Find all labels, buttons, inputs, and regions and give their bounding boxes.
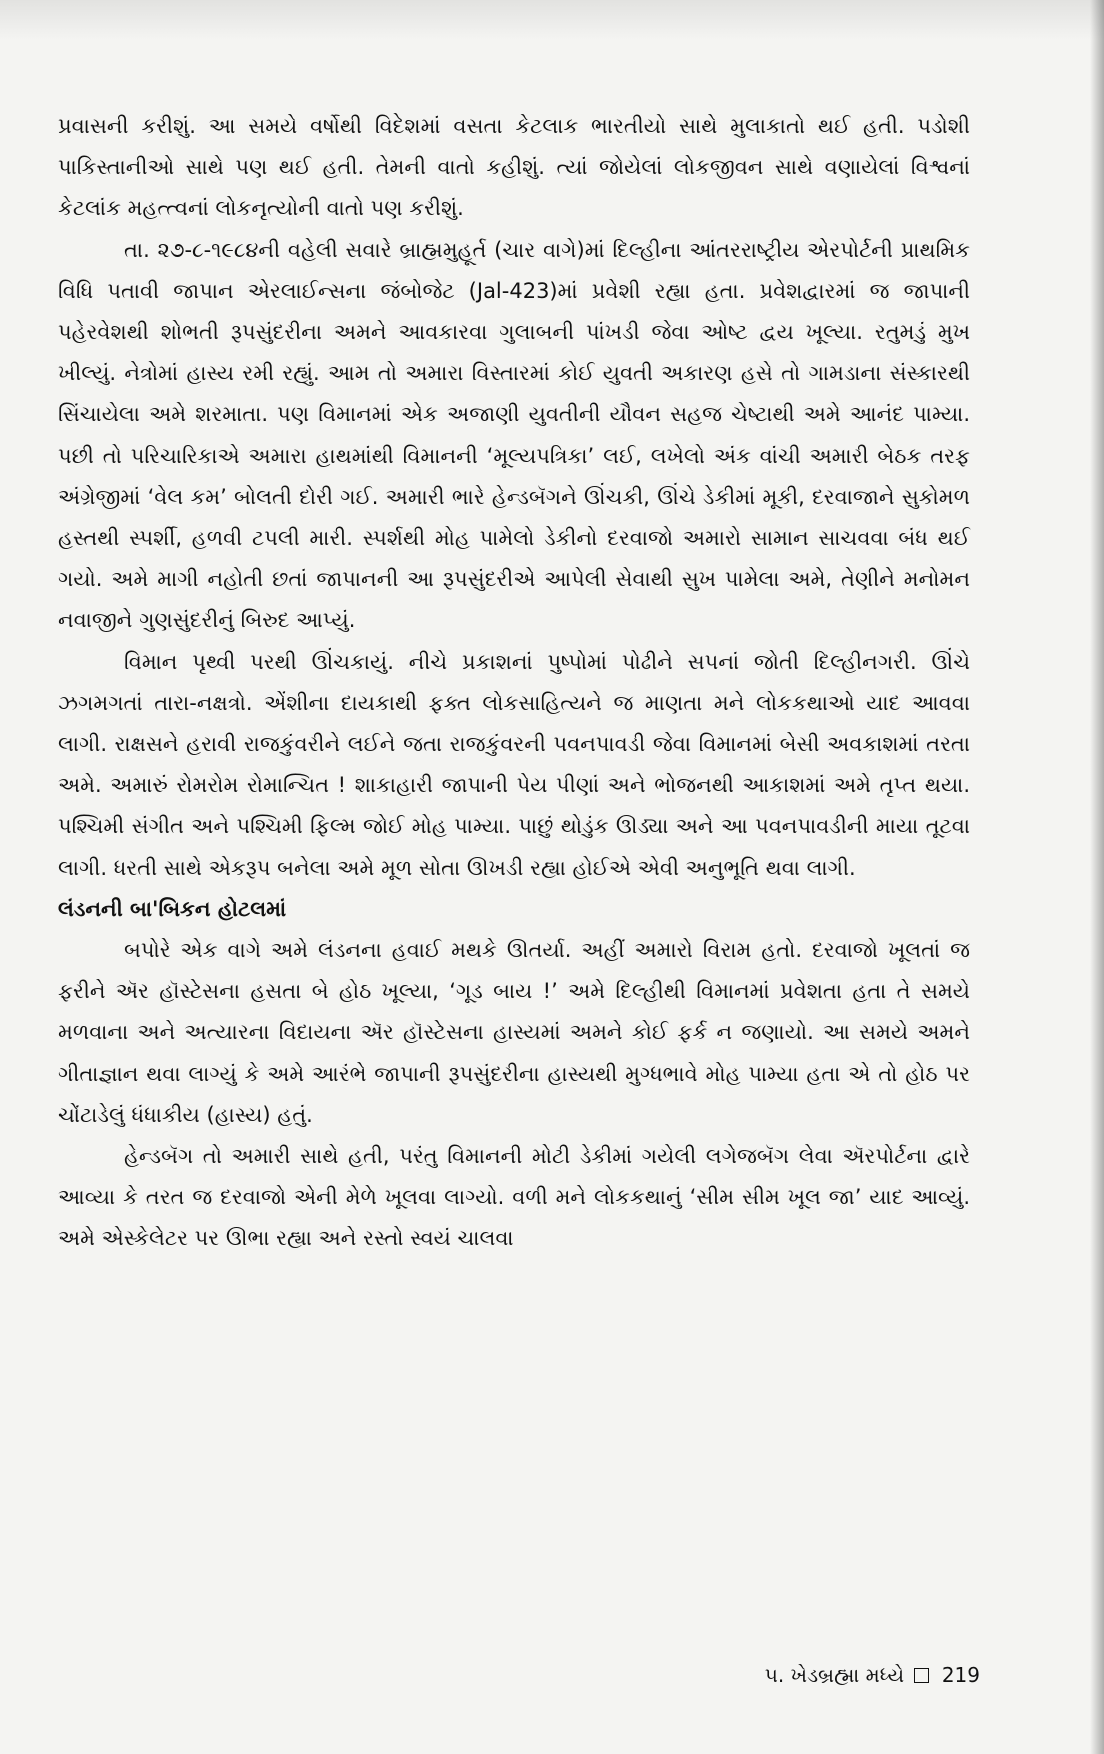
paragraph-1: પ્રવાસની કરીશું. આ સમયે વર્ષોથી વિદેશમાં વસતા કેટલાક ભારતીયો સાથે મુલાકાતો થઈ હતી. પડોશી પાકિસ્તાનીઓ સાથે પણ થઈ હતી. તેમની વાતો કહીશું. ત્યાં જોયેલાં લોકજીવન સાથે વણાયેલાં વિશ્વનાં કેટલાંક મહત્ત્વનાં લોકનૃત્યોની વાતો પણ કરીશું. — [58, 114, 970, 221]
body-text — [58, 106, 970, 1260]
paragraph-3: વિમાન પૃથ્વી પરથી ઊંચકાયું. નીચે પ્રકાશનાં પુષ્પોમાં પોઢીને સપનાં જોતી દિલ્હીનગરી. ઊંચે ઝગમગતાં તારા-નક્ષત્રો. એંશીના દાયકાથી ફક્ત લોકસાહિત્યને જ માણતા મને લોકકથાઓ યાદ આવવા લાગી. રાક્ષસને હરાવી રાજકુંવરીને લઈને જતા રાજકુંવરની પવનપાવડી જેવા વિમાનમાં બેસી અવકાશમાં તરતા અમે. અમારું રોમરોમ રોમાન્ચિત ! શાકાહારી જાપાની પેય પીણાં અને ભોજનથી આકાશમાં અમે તૃપ્ત થયા. પશ્ચિમી સંગીત અને પશ્ચિમી ફિલ્મ જોઈ મોહ પામ્યા. પાછું થોડુંક ઊડ્યા અને આ પવનપાવડીની માયા તૂટવા લાગી. ધરતી સાથે એકરૂપ બનેલા અમે મૂળ સોતા ઊખડી રહ્યા હોઈએ એવી અનુભૂતિ થવા લાગી. — [58, 649, 970, 880]
page-number: 219 — [941, 1663, 980, 1687]
paragraph-4: બપોરે એક વાગે અમે લંડનના હવાઈ મથકે ઊતર્યા. અહીં અમારો વિરામ હતો. દરવાજો ખૂલતાં જ ફરીને ઍર હૉસ્ટેસના હસતા બે હોઠ ખૂલ્યા, ‘ગૂડ બાય !’ અમે દિલ્હીથી વિમાનમાં પ્રવેશતા હતા તે સમયે મળવાના અને અત્યારના વિદાયના ઍર હૉસ્ટેસના હાસ્યમાં અમને કોઈ ફર્ક ન જણાયો. આ સમયે અમને ગીતાજ્ઞાન થવા લાગ્યું કે અમે આરંભે જાપાની રૂપસુંદરીના હાસ્યથી મુગ્ધભાવે મોહ પામ્યા હતા એ તો હોઠ પર ચોંટાડેલું ધંધાકીય (હાસ્ય) હતું. — [58, 938, 970, 1127]
square-icon — [914, 1668, 929, 1683]
paragraph-2: તા. ૨૭-૮-૧૯૮૪ની વહેલી સવારે બ્રાહ્મમુહૂર્ત (ચાર વાગે)માં દિલ્હીના આંતરરાષ્ટ્રીય એરપોર્ટની પ્રાથમિક વિધિ પતાવી જાપાન એરલાઈન્સના જંબોજેટ (Jal-423)માં પ્રવેશી રહ્યા હતા. પ્રવેશદ્વારમાં જ જાપાની પહેરવેશથી શોભતી રૂપસુંદરીના અમને આવકારવા ગુલાબની પાંખડી જેવા ઓષ્ટ દ્વય ખૂલ્યા. રતુમડું મુખ ખીલ્યું. નેત્રોમાં હાસ્ય રમી રહ્યું. આમ તો અમારા વિસ્તારમાં કોઈ યુવતી અકારણ હસે તો ગામડાના સંસ્કારથી સિંચાયેલા અમે શરમાતા. પણ વિમાનમાં એક અજાણી યુવતીની યૌવન સહજ ચેષ્ટાથી અમે આનંદ પામ્યા. પછી તો પરિચારિકાએ અમારા હાથમાંથી વિમાનની ‘મૂલ્યપત્રિકા’ લઈ, લખેલો અંક વાંચી અમારી બેઠક તરફ અંગ્રેજીમાં ‘વેલ કમ’ બોલતી દોરી ગઈ. અમારી ભારે હેન્ડબૅગને ઊંચકી, ઊંચે ડેકીમાં મૂકી, દરવાજાને સુકોમળ હસ્તથી સ્પર્શી, હળવી ટપલી મારી. સ્પર્શથી મોહ પામેલો ડેકીનો દરવાજો અમારો સામાન સાચવવા બંધ થઈ ગયો. અમે માગી નહોતી છતાં જાપાનની આ રૂપસુંદરીએ આપેલી સેવાથી સુખ પામેલા અમે, તેણીને મનોમન નવાજીને ગુણસુંદરીનું બિરુદ આપ્યું. — [58, 237, 970, 633]
section-heading: લંડનની બા'બિકન હોટલમાં — [58, 896, 287, 921]
page-footer — [700, 1663, 980, 1687]
chapter-title: ૫. ખેડબ્રહ્મા મધ્યે — [764, 1663, 905, 1687]
paragraph-5: હેન્ડબૅગ તો અમારી સાથે હતી, પરંતુ વિમાનની મોટી ડેકીમાં ગયેલી લગેજબૅગ લેવા ઍરપોર્ટના દ્વારે આવ્યા કે તરત જ દરવાજો એની મેળે ખૂલવા લાગ્યો. વળી મને લોકકથાનું ‘સીમ સીમ ખૂલ જા’ યાદ આવ્યું. અમે એસ્કેલેટર પર ઊભા રહ્યા અને રસ્તો સ્વયં ચાલવા — [58, 1144, 970, 1251]
